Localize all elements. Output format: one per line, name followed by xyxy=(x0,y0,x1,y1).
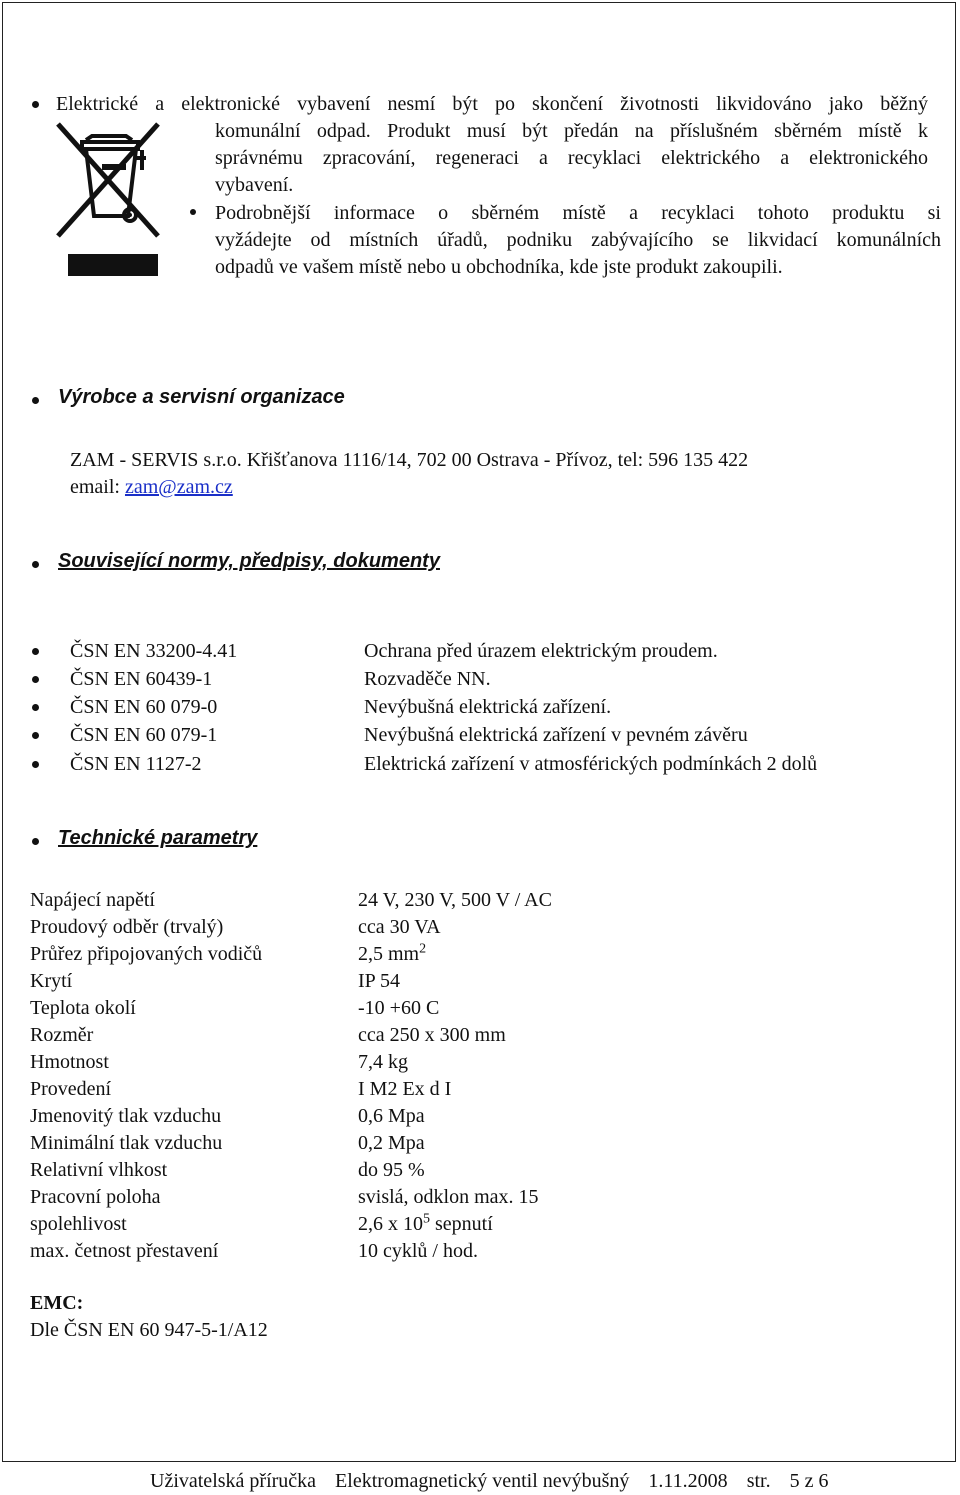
bullet xyxy=(32,648,39,655)
param-label: Krytí xyxy=(30,970,73,992)
param-value-superscript: 2 xyxy=(419,941,427,957)
param-label: Hmotnost xyxy=(30,1051,109,1073)
param-value-text: do 95 % xyxy=(358,1159,425,1181)
param-value-text: 2,6 x 10 xyxy=(358,1213,423,1235)
bullet xyxy=(32,561,39,568)
bullet xyxy=(32,704,39,711)
param-label: Napájecí napětí xyxy=(30,889,155,911)
disposal-line-4: vybavení. xyxy=(215,174,294,196)
norm-description: Nevýbušná elektrická zařízení. xyxy=(364,696,612,718)
bullet xyxy=(190,209,196,215)
param-label: Teplota okolí xyxy=(30,997,136,1019)
tech-heading: Technické parametry xyxy=(58,827,258,849)
norm-description: Ochrana před úrazem elektrickým proudem. xyxy=(364,640,718,662)
norm-code: ČSN EN 60 079-0 xyxy=(70,696,218,718)
param-label: Průřez připojovaných vodičů xyxy=(30,943,263,965)
param-label: Jmenovitý tlak vzduchu xyxy=(30,1105,222,1127)
param-value xyxy=(358,914,441,940)
param-label: Minimální tlak vzduchu xyxy=(30,1132,223,1154)
param-value xyxy=(358,1130,425,1156)
param-value xyxy=(358,1076,451,1102)
bullet xyxy=(32,397,39,404)
param-value xyxy=(358,1238,478,1264)
norm-description: Elektrická zařízení v atmosférických podmínkách 2 dolů xyxy=(364,753,818,775)
param-value-text: svislá, odklon max. 15 xyxy=(358,1186,539,1208)
emc-text: Dle ČSN EN 60 947-5-1/A12 xyxy=(30,1319,268,1341)
crossed-out-wheelie-bin-icon xyxy=(52,118,167,280)
norms-heading: Související normy, předpisy, dokumenty xyxy=(58,550,440,572)
param-value xyxy=(358,968,400,994)
param-label: Relativní vlhkost xyxy=(30,1159,168,1181)
param-value-suffix: sepnutí xyxy=(430,1213,493,1235)
param-value-text: 10 cyklů / hod. xyxy=(358,1240,478,1262)
footer-product: Elektromagnetický ventil nevýbušný xyxy=(335,1470,630,1492)
norm-code: ČSN EN 1127-2 xyxy=(70,753,202,775)
bullet xyxy=(32,676,39,683)
param-value-text: cca 30 VA xyxy=(358,916,441,938)
norm-description: Nevýbušná elektrická zařízení v pevném závěru xyxy=(364,724,748,746)
param-label: Provedení xyxy=(30,1078,112,1100)
param-value-text: IP 54 xyxy=(358,970,401,992)
param-value-superscript: 5 xyxy=(423,1211,430,1227)
param-value-text: 7,4 kg xyxy=(358,1051,408,1073)
email-link[interactable]: zam@zam.cz xyxy=(124,476,233,498)
footer-guide: Uživatelská příručka xyxy=(150,1470,317,1492)
param-label: Proudový odběr (trvalý) xyxy=(30,916,224,938)
param-value xyxy=(358,1049,408,1075)
norm-code: ČSN EN 60439-1 xyxy=(70,668,213,690)
email-line xyxy=(70,474,233,500)
email-label: email: xyxy=(70,476,125,498)
param-value-text: I M2 Ex d I xyxy=(358,1078,452,1100)
bullet xyxy=(32,838,39,845)
param-label: Pracovní poloha xyxy=(30,1186,161,1208)
param-value xyxy=(358,941,426,967)
bullet xyxy=(32,101,39,108)
param-value xyxy=(358,1184,539,1210)
param-label: max. četnost přestavení xyxy=(30,1240,219,1262)
param-value-text: cca 250 x 300 mm xyxy=(358,1024,506,1046)
param-value xyxy=(358,1157,425,1183)
param-label: Rozměr xyxy=(30,1024,94,1046)
disposal-line-1: Elektrické a elektronické vybavení nesmí být po skončení životnosti likvidováno jako běžný xyxy=(56,93,928,115)
manufacturer-heading: Výrobce a servisní organizace xyxy=(58,386,345,408)
param-value xyxy=(358,1211,493,1237)
param-value xyxy=(358,1103,425,1129)
param-value xyxy=(358,1022,506,1048)
param-value-text: 24 V, 230 V, 500 V / AC xyxy=(358,889,552,911)
norm-description: Rozvaděče NN. xyxy=(364,668,491,690)
page-footer xyxy=(150,1468,828,1494)
footer-page-label: str. xyxy=(746,1470,771,1492)
footer-page: 5 z 6 xyxy=(789,1470,829,1492)
disposal-info-line-1: Podrobnější informace o sběrném místě a recyklaci tohoto produktu si xyxy=(215,202,941,224)
norm-code: ČSN EN 60 079-1 xyxy=(70,724,218,746)
emc-heading: EMC: xyxy=(30,1292,84,1314)
param-value-text: -10 +60 C xyxy=(358,997,440,1019)
footer-date: 1.11.2008 xyxy=(648,1470,728,1492)
param-label: spolehlivost xyxy=(30,1213,127,1235)
bullet xyxy=(32,732,39,739)
norm-code: ČSN EN 33200-4.41 xyxy=(70,640,238,662)
param-value-text: 0,6 Mpa xyxy=(358,1105,425,1127)
disposal-info-line-3: odpadů ve vašem místě nebo u obchodníka, kde jste produkt zakoupili. xyxy=(215,256,783,278)
disposal-info-line-2: vyžádejte od místních úřadů, podniku zabývajícího se likvidací komunálních xyxy=(215,229,941,251)
disposal-line-3: správnému zpracování, regeneraci a recyklaci elektrického a elektronického xyxy=(215,147,928,169)
param-value xyxy=(358,995,439,1021)
param-value xyxy=(358,887,552,913)
manufacturer-address: ZAM - SERVIS s.r.o. Křišťanova 1116/14, 702 00 Ostrava - Přívoz, tel: 596 135 422 xyxy=(70,449,749,471)
disposal-line-2: komunální odpad. Produkt musí být předán na příslušném sběrném místě k xyxy=(215,120,928,142)
param-value-text: 2,5 mm xyxy=(358,943,420,965)
param-value-text: 0,2 Mpa xyxy=(358,1132,425,1154)
bullet xyxy=(32,761,39,768)
